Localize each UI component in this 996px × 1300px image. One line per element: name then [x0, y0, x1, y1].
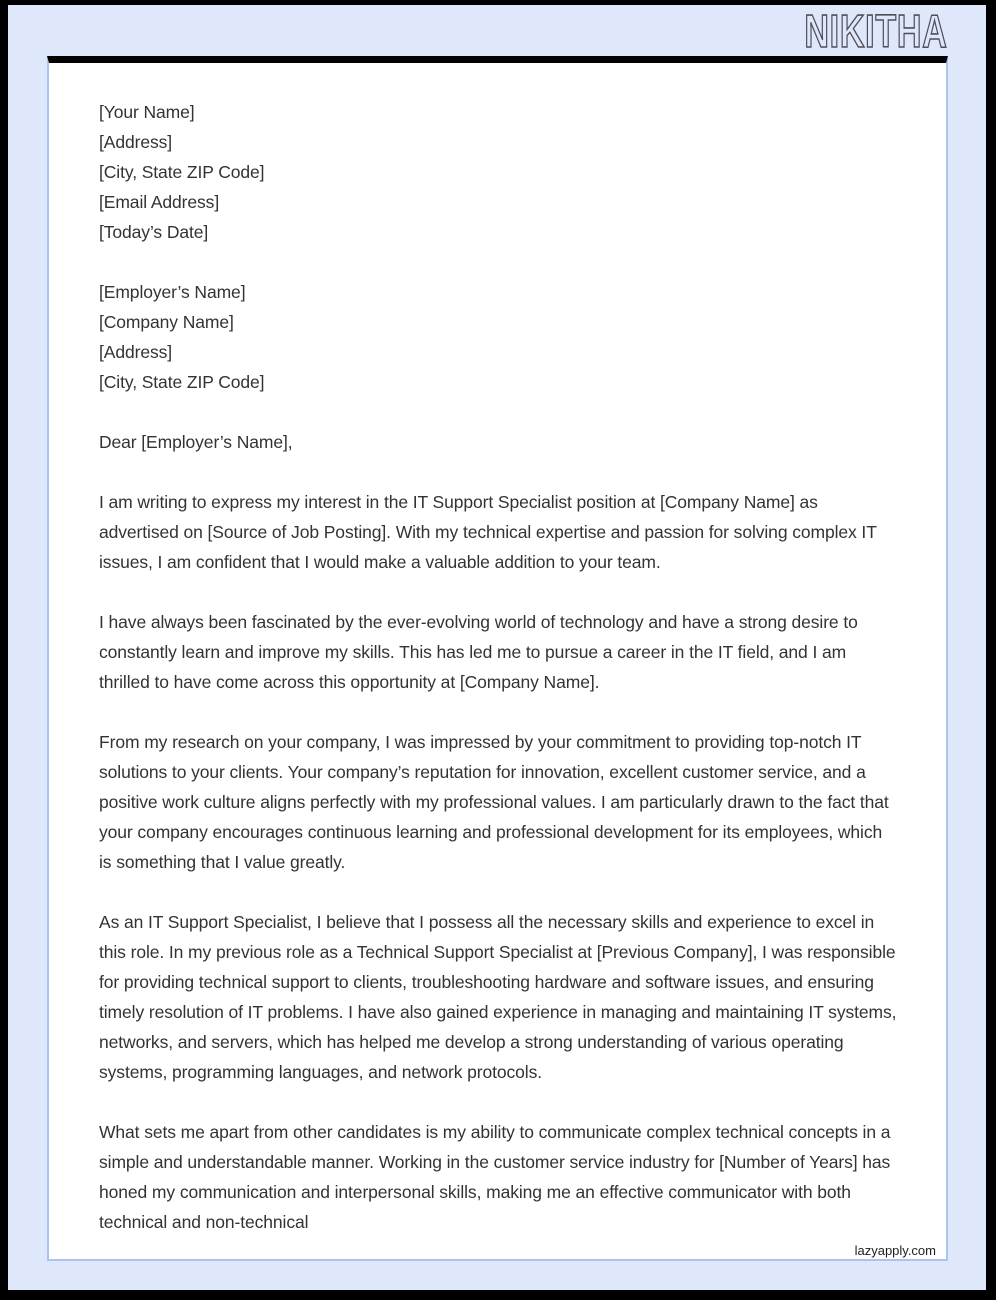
recipient-city-state-zip: [City, State ZIP Code] [99, 372, 265, 392]
sender-name: [Your Name] [99, 102, 195, 122]
sender-email: [Email Address] [99, 192, 220, 212]
letter-content [49, 63, 946, 1237]
paragraph-experience: As an IT Support Specialist, I believe that I possess all the necessary skills and experience to excel in this role. In my previous role as a Technical Support Specialist at [Previous Company], I was responsible for providing technical support to clients, troubleshooting hardware and software issues, and ensuring timely resolution of IT problems. I have also gained experience in managing and maintaining IT systems, networks, and servers, which has helped me develop a strong understanding of various operating systems, programming languages, and network protocols. [99, 912, 897, 1082]
letter-date: [Today’s Date] [99, 222, 209, 242]
recipient-company: [Company Name] [99, 312, 234, 332]
paragraph-differentiator: What sets me apart from other candidates is my ability to communicate complex technical concepts in a simple and understandable manner. Working in the customer service industry for [Number of Years] has honed my communication and interpersonal skills, making me an effective communicator with both technical and non-technical [99, 1122, 891, 1232]
paragraph-motivation: I have always been fascinated by the ever-evolving world of technology and have a strong desire to constantly learn and improve my skills. This has led me to pursue a career in the IT field, and I am thrilled to have come across this opportunity at [Company Name]. [99, 612, 858, 692]
document-page [47, 56, 948, 1261]
salutation: Dear [Employer’s Name], [99, 432, 293, 452]
paragraph-company-research: From my research on your company, I was impressed by your commitment to providing top-notch IT solutions to your clients. Your company’s reputation for innovation, excellent customer service, and a positive work culture aligns perfectly with my professional values. I am particularly drawn to the fact that your company encourages continuous learning and professional development for its employees, which is something that I value greatly. [99, 732, 889, 872]
brand-logo-text: NIKITHA [804, 5, 948, 57]
recipient-name: [Employer’s Name] [99, 282, 246, 302]
sender-address: [Address] [99, 132, 173, 152]
sender-city-state-zip: [City, State ZIP Code] [99, 162, 265, 182]
paragraph-intro: I am writing to express my interest in the IT Support Specialist position at [Company Name] as advertised on [Source of Job Posting]. With my technical expertise and passion for solving complex IT issues, I am confident that I would make a valuable addition to your team. [99, 492, 877, 572]
sender-block [99, 97, 898, 247]
recipient-block [99, 277, 898, 397]
recipient-address: [Address] [99, 342, 173, 362]
watermark-lazyapply: lazyapply.com [854, 1243, 936, 1258]
